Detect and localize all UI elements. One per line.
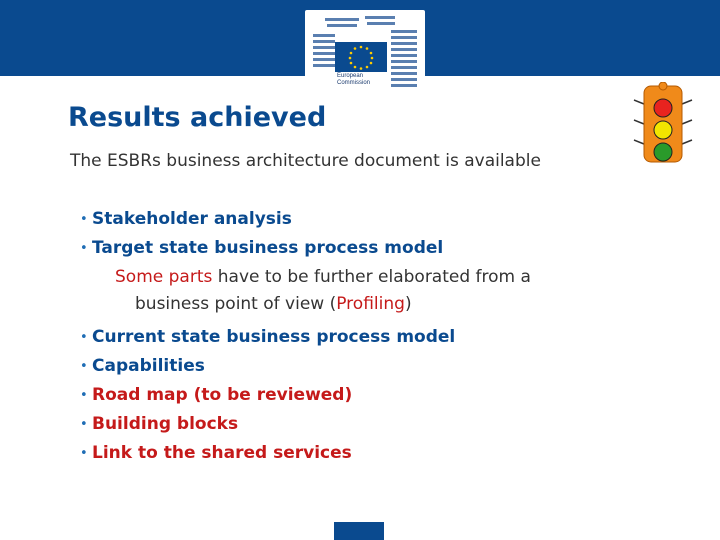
- bullet-dot: •: [80, 241, 88, 256]
- note-line-2: [115, 291, 531, 318]
- list-item-text: Link to the shared services: [92, 443, 352, 463]
- list-item-text: Road map (to be reviewed): [92, 385, 353, 405]
- results-list: [70, 205, 455, 468]
- list-item: [70, 381, 455, 410]
- list-item: [70, 205, 455, 234]
- logo-caption: [337, 73, 370, 87]
- list-item-text: Capabilities: [92, 356, 205, 376]
- note-text: ): [404, 294, 412, 314]
- note-line-1: [115, 264, 531, 291]
- bullet-dot: •: [80, 330, 88, 345]
- traffic-light-icon: [632, 82, 694, 164]
- note-text: business point of view (: [135, 294, 337, 314]
- bullet-dot: •: [80, 388, 88, 403]
- list-item-text: Stakeholder analysis: [92, 209, 292, 229]
- note-highlight: Some parts: [115, 267, 213, 287]
- logo-line-2: Commission: [337, 80, 371, 86]
- elaboration-note: [115, 264, 531, 318]
- logo-line-1: European: [337, 73, 364, 79]
- bullet-dot: •: [80, 417, 88, 432]
- list-item: [70, 352, 455, 381]
- list-item: [70, 234, 455, 263]
- european-commission-logo: [305, 10, 425, 98]
- note-text: have to be further elaborated from a: [212, 267, 531, 287]
- note-highlight-profiling: Profiling: [336, 294, 405, 314]
- slide-title: Results achieved: [68, 102, 327, 133]
- bullet-dot: •: [80, 212, 88, 227]
- bullet-dot: •: [80, 446, 88, 461]
- slide-subtitle: The ESBRs business architecture document is available: [70, 151, 541, 171]
- list-item-text: Building blocks: [92, 414, 239, 434]
- list-item-text: Target state business process model: [92, 238, 444, 258]
- list-item: [70, 323, 455, 352]
- list-item: [70, 410, 455, 439]
- list-item: [70, 439, 455, 468]
- list-item-text: Current state business process model: [92, 327, 456, 347]
- footer-flag: [334, 522, 384, 540]
- bullet-dot: •: [80, 359, 88, 374]
